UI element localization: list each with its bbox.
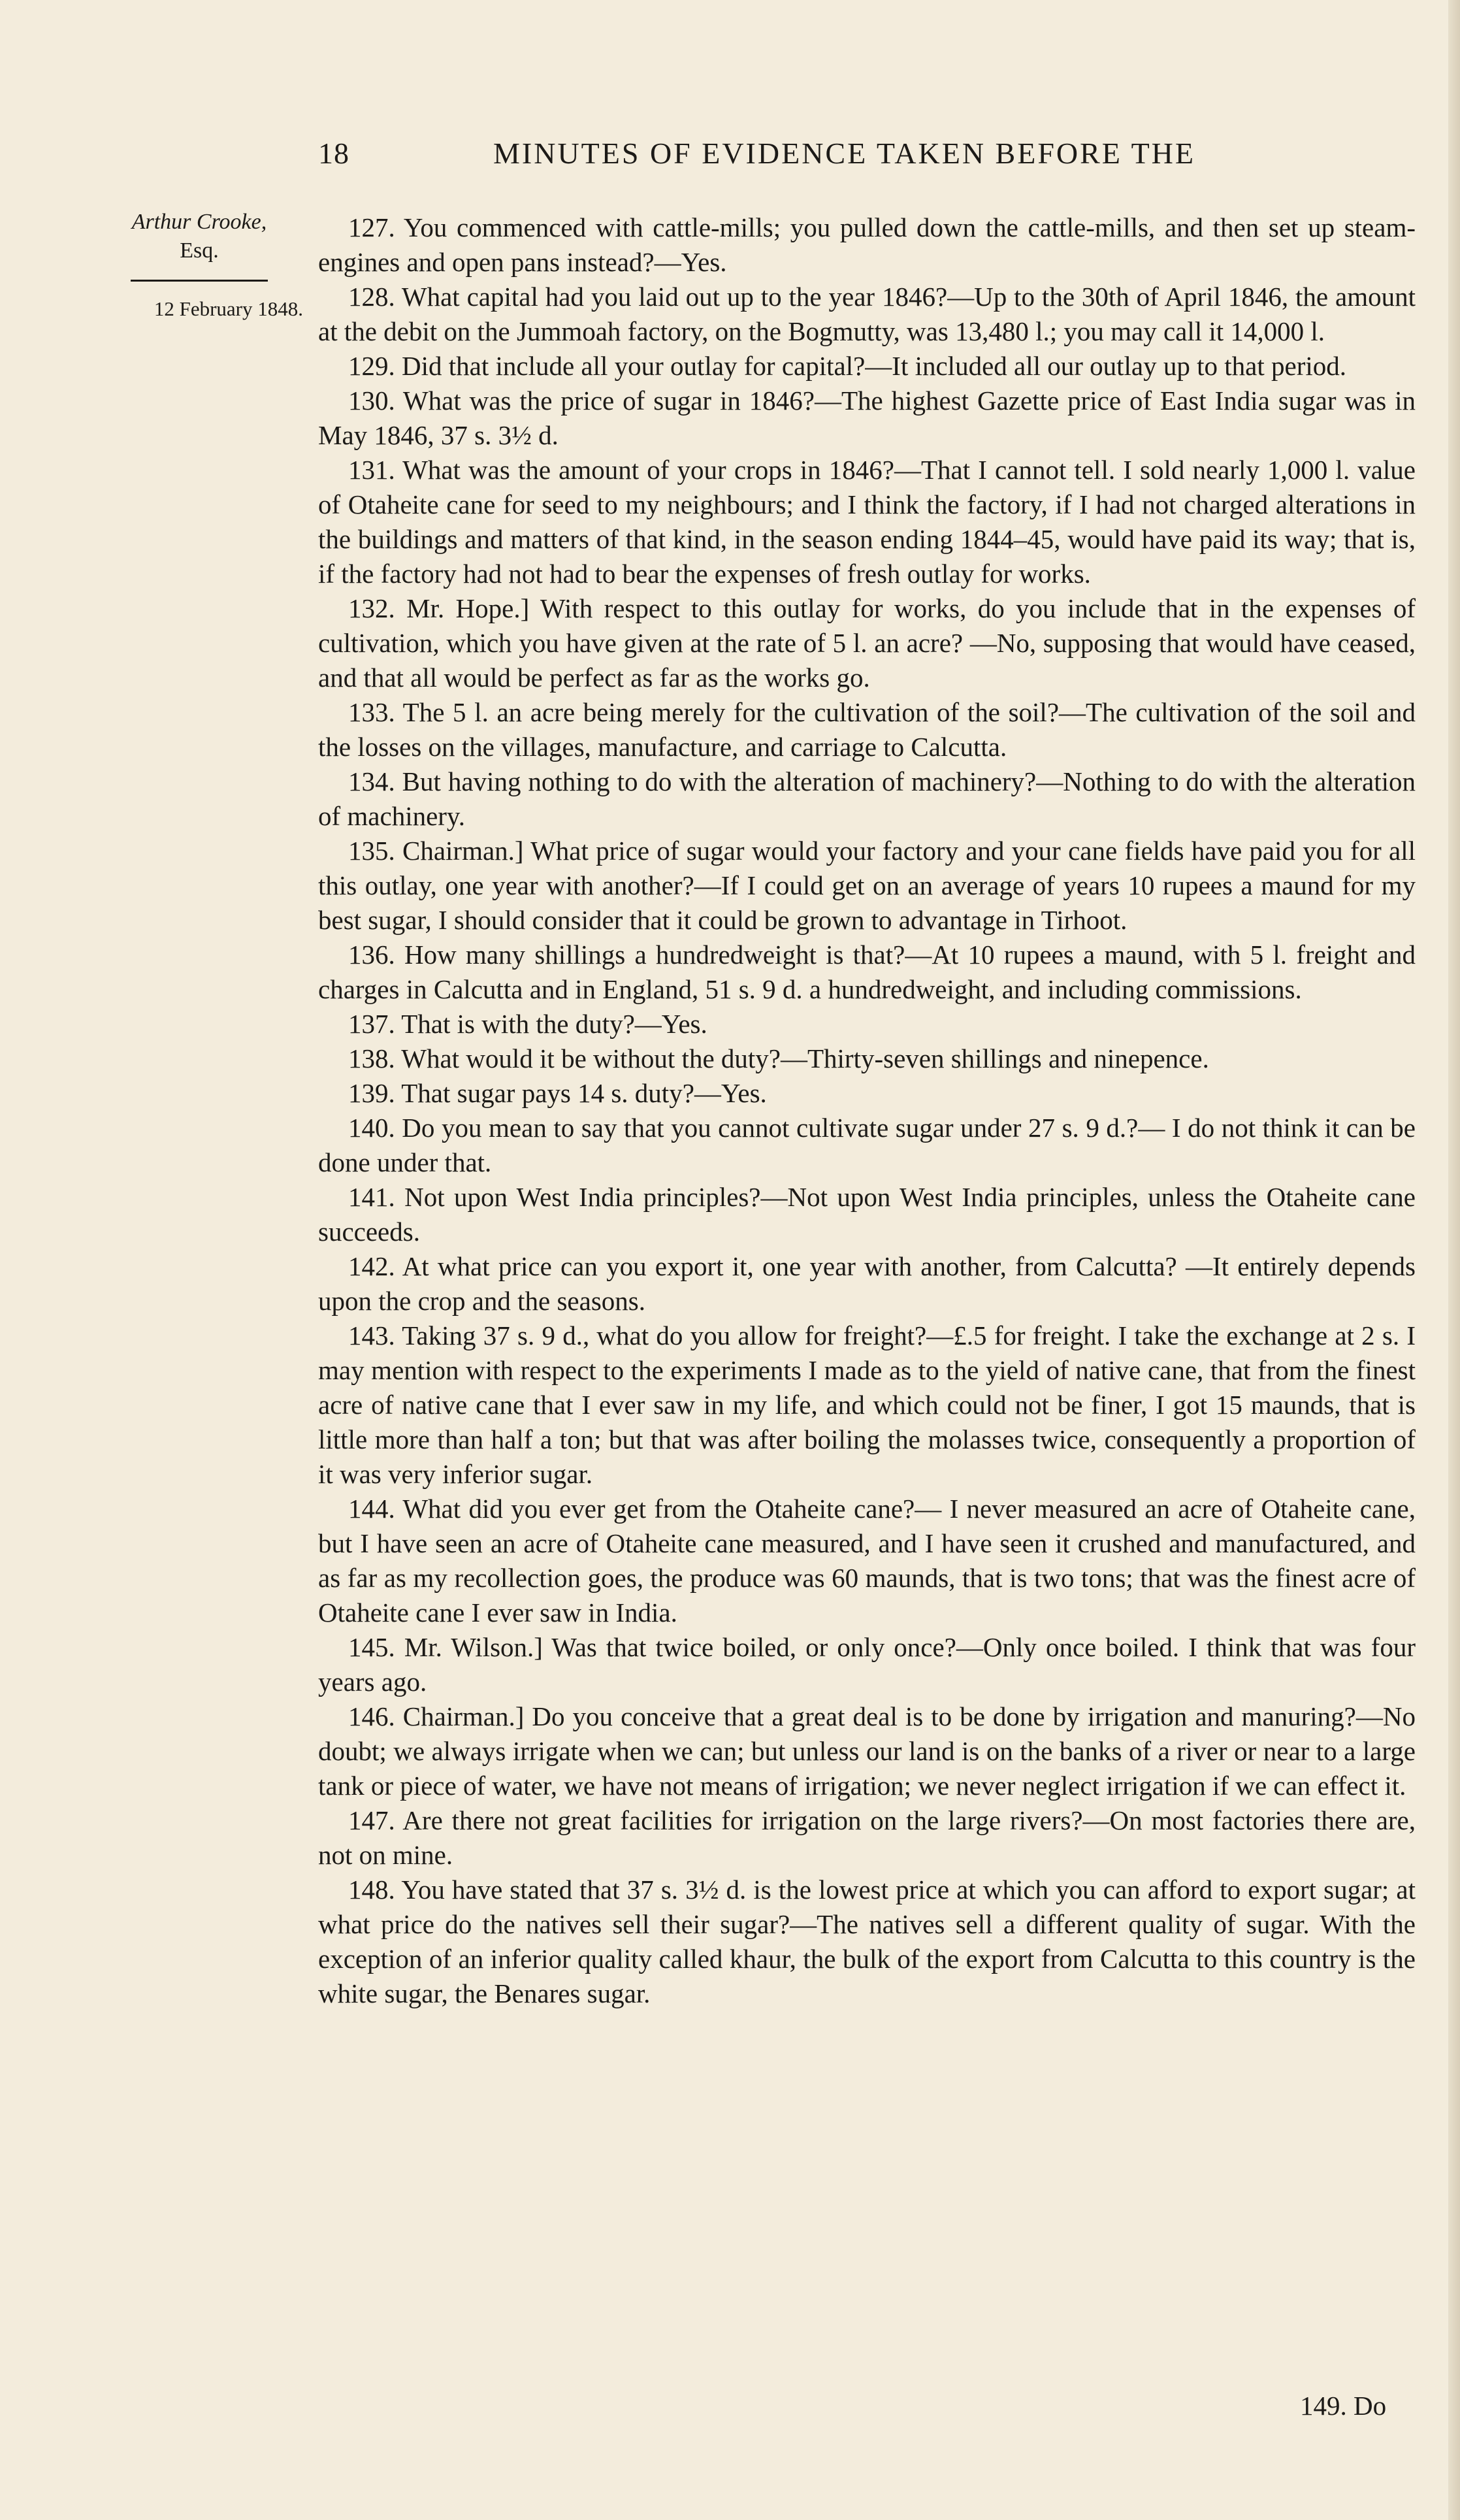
question-133: 133. The 5 l. an acre being merely for the cultivation of the soil?—The cultivation of the soil and the losses on the villages, manufacture, and carriage to Calcutta.: [318, 697, 1416, 762]
question-143: 143. Taking 37 s. 9 d., what do you allow for freight?—£.5 for freight. I take the exchange at 2 s. I may mention with respect to the experiments I made as to the yield of native cane, that from the finest acre of native cane that I ever saw in my life, and which could not be finer, I got 15 maunds, that is little more than half a ton; but that was after boiling the molasses twice, consequently a proportion of it was very inferior sugar.: [318, 1320, 1416, 1489]
question-134: 134. But having nothing to do with the alteration of machinery?—Nothing to do with the alteration of machinery.: [318, 766, 1416, 831]
question-144: 144. What did you ever get from the Otaheite cane?— I never measured an acre of Otaheite cane, but I have seen an acre of Otaheite cane measured, and I have seen it crushed and manufactured, and as far as my recollection goes, the produce was 60 maunds, that is two tons; that was the finest acre of Otaheite cane I ever saw in India.: [318, 1494, 1416, 1628]
question-130: 130. What was the price of sugar in 1846?—The highest Gazette price of East India sugar was in May 1846, 37 s. 3½ d.: [318, 385, 1416, 450]
hearing-date: 12 February 1848.: [154, 297, 303, 320]
question-146: 146. Chairman.] Do you conceive that a great deal is to be done by irrigation and manuring?—No doubt; we always irrigate when we can; but unless our land is on the banks of a river or near to a large tank or piece of water, we have not means of irrigation; we never neglect irrigation if we can effect it.: [318, 1701, 1416, 1801]
running-title: MINUTES OF EVIDENCE TAKEN BEFORE THE: [493, 137, 1195, 170]
question-132: 132. Mr. Hope.] With respect to this outlay for works, do you include that in the expenses of cultivation, which you have given at the rate of 5 l. an acre? —No, supposing that would have ceased, and that all would be perfect as far as the works go.: [318, 593, 1416, 693]
witness-name: Arthur Crooke,: [131, 210, 267, 234]
question-139: 139. That sugar pays 14 s. duty?—Yes.: [348, 1078, 767, 1108]
question-145: 145. Mr. Wilson.] Was that twice boiled, or only once?—Only once boiled. I think that was four years ago.: [318, 1632, 1416, 1697]
witness-title: Esq.: [180, 238, 219, 263]
question-129: 129. Did that include all your outlay for capital?—It included all our outlay up to that period.: [348, 351, 1346, 381]
catchword: 149. Do: [1300, 2391, 1387, 2421]
question-142: 142. At what price can you export it, one year with another, from Calcutta? —It entirely depends upon the crop and the seasons.: [318, 1251, 1416, 1316]
question-147: 147. Are there not great facilities for irrigation on the large rivers?—On most factories there are, not on mine.: [318, 1805, 1416, 1870]
question-131: 131. What was the amount of your crops in 1846?—That I cannot tell. I sold nearly 1,000 l. value of Otaheite cane for seed to my neighbours; and I think the factory, if I had not charged alterations in the buildings and matters of that kind, in the season ending 1844–45, would have paid its way; that is, if the factory had not had to bear the expenses of fresh outlay for works.: [318, 455, 1416, 589]
question-138: 138. What would it be without the duty?—Thirty-seven shillings and ninepence.: [348, 1043, 1209, 1073]
question-140: 140. Do you mean to say that you cannot cultivate sugar under 27 s. 9 d.?— I do not think it can be done under that.: [318, 1113, 1416, 1177]
page-edge: [1448, 0, 1460, 2520]
question-141: 141. Not upon West India principles?—Not upon West India principles, unless the Otaheite cane succeeds.: [318, 1182, 1416, 1247]
question-127: 127. You commenced with cattle-mills; you pulled down the cattle-mills, and then set up steam-engines and open pans instead?—Yes.: [318, 212, 1416, 277]
question-136: 136. How many shillings a hundredweight is that?—At 10 rupees a maund, with 5 l. freight and charges in Calcutta and in England, 51 s. 9 d. a hundredweight, and including commissions.: [318, 940, 1416, 1004]
running-header: [318, 136, 1285, 182]
question-137: 137. That is with the duty?—Yes.: [348, 1009, 707, 1039]
evidence-body: [318, 210, 1416, 2011]
question-148: 148. You have stated that 37 s. 3½ d. is the lowest price at which you can afford to export sugar; at what price do the natives sell their sugar?—The natives sell a different quality of sugar. With the exception of an inferior quality called khaur, the bulk of the export from Calcutta to this country is the white sugar, the Benares sugar.: [318, 1874, 1416, 2008]
question-128: 128. What capital had you laid out up to the year 1846?—Up to the 30th of April 1846, the amount at the debit on the Jummoah factory, on the Bogmutty, was 13,480 l.; you may call it 14,000 l.: [318, 282, 1416, 346]
margin-note: [91, 208, 307, 323]
page-number: 18: [318, 137, 349, 170]
question-135: 135. Chairman.] What price of sugar would your factory and your cane fields have paid you for all this outlay, one year with another?—If I could get on an average of years 10 rupees a maund for my best sugar, I should consider that it could be grown to advantage in Tirhoot.: [318, 836, 1416, 935]
margin-rule: [131, 280, 268, 282]
